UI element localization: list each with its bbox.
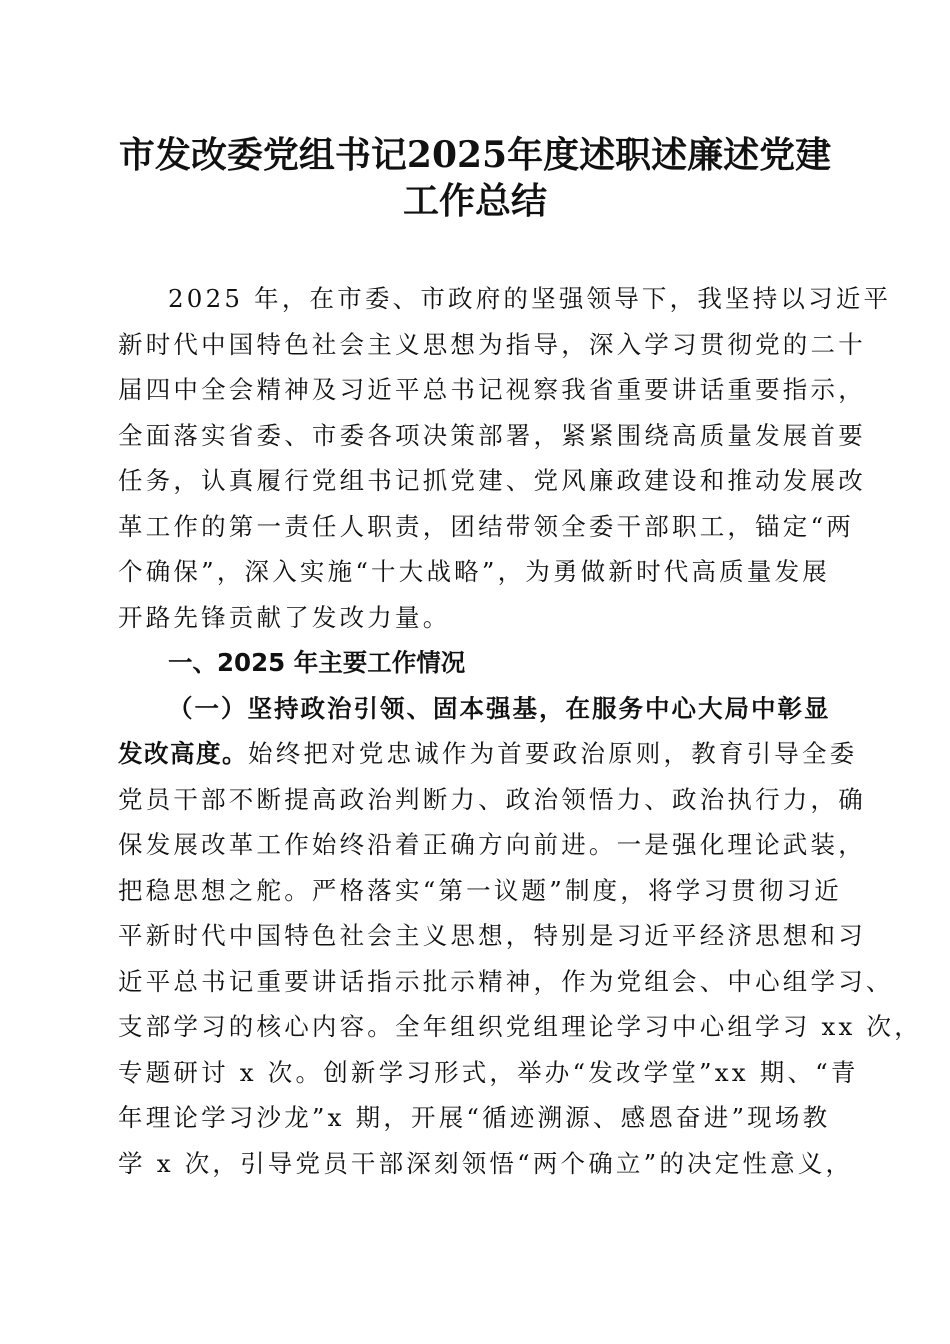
paragraph-line: 新时代中国特色社会主义思想为指导，深入学习贯彻党的二十 bbox=[118, 329, 866, 359]
paragraph-line: 开路先锋贡献了发改力量。 bbox=[118, 602, 451, 632]
paragraph-line: 把稳思想之舵。严格落实“第一议题”制度，将学习贯彻习近 bbox=[118, 875, 842, 905]
paragraph-line: 2025 年，在市委、市政府的坚强领导下，我坚持以习近平 bbox=[168, 284, 892, 313]
paragraph-text: 始终把对党忠诚作为首要政治原则，教育引导全委 bbox=[248, 739, 858, 768]
paragraph-line: 学 x 次，引导党员干部深刻领悟“两个确立”的决定性意义， bbox=[118, 1148, 854, 1178]
paragraph-line bbox=[118, 731, 858, 777]
paragraph-line: 专题研讨 x 次。创新学习形式，举办“发改学堂”xx 期、“青 bbox=[118, 1057, 859, 1087]
title-line-1: 市发改委党组书记2025年度述职述廉述党建 bbox=[118, 134, 832, 176]
subsection-heading-line: （一）坚持政治引领、固本强基，在服务中心大局中彰显 bbox=[168, 693, 830, 723]
paragraph-line: 保发展改革工作始终沿着正确方向前进。一是强化理论武装， bbox=[118, 830, 866, 859]
paragraph-line: 全面落实省委、市委各项决策部署，紧紧围绕高质量发展首要 bbox=[118, 420, 866, 450]
subsection-heading-end: 发改高度。 bbox=[118, 739, 248, 768]
paragraph-line: 平新时代中国特色社会主义思想，特别是习近平经济思想和习 bbox=[118, 921, 866, 950]
paragraph-line: 个确保”，深入实施“十大战略”，为勇做新时代高质量发展 bbox=[118, 557, 830, 586]
paragraph-line: 年理论学习沙龙”x 期，开展“循迹溯源、感恩奋进”现场教 bbox=[118, 1103, 831, 1132]
paragraph-line: 支部学习的核心内容。全年组织党组理论学习中心组学习 xx 次， bbox=[118, 1012, 922, 1041]
document-body bbox=[118, 276, 922, 1186]
paragraph-line: 届四中全会精神及习近平总书记视察我省重要讲话重要指示， bbox=[118, 375, 866, 404]
paragraph-line: 任务，认真履行党组书记抓党建、党风廉政建设和推动发展改 bbox=[118, 466, 866, 495]
title-line-2: 工作总结 bbox=[402, 180, 547, 222]
document-title bbox=[100, 132, 850, 224]
paragraph-line: 党员干部不断提高政治判断力、政治领悟力、政治执行力，确 bbox=[118, 784, 866, 814]
section-heading: 一、2025 年主要工作情况 bbox=[168, 648, 466, 677]
paragraph-line: 近平总书记重要讲话指示批示精神，作为党组会、中心组学习、 bbox=[118, 966, 894, 996]
paragraph-line: 革工作的第一责任人职责，团结带领全委干部职工，锚定“两 bbox=[118, 511, 854, 541]
